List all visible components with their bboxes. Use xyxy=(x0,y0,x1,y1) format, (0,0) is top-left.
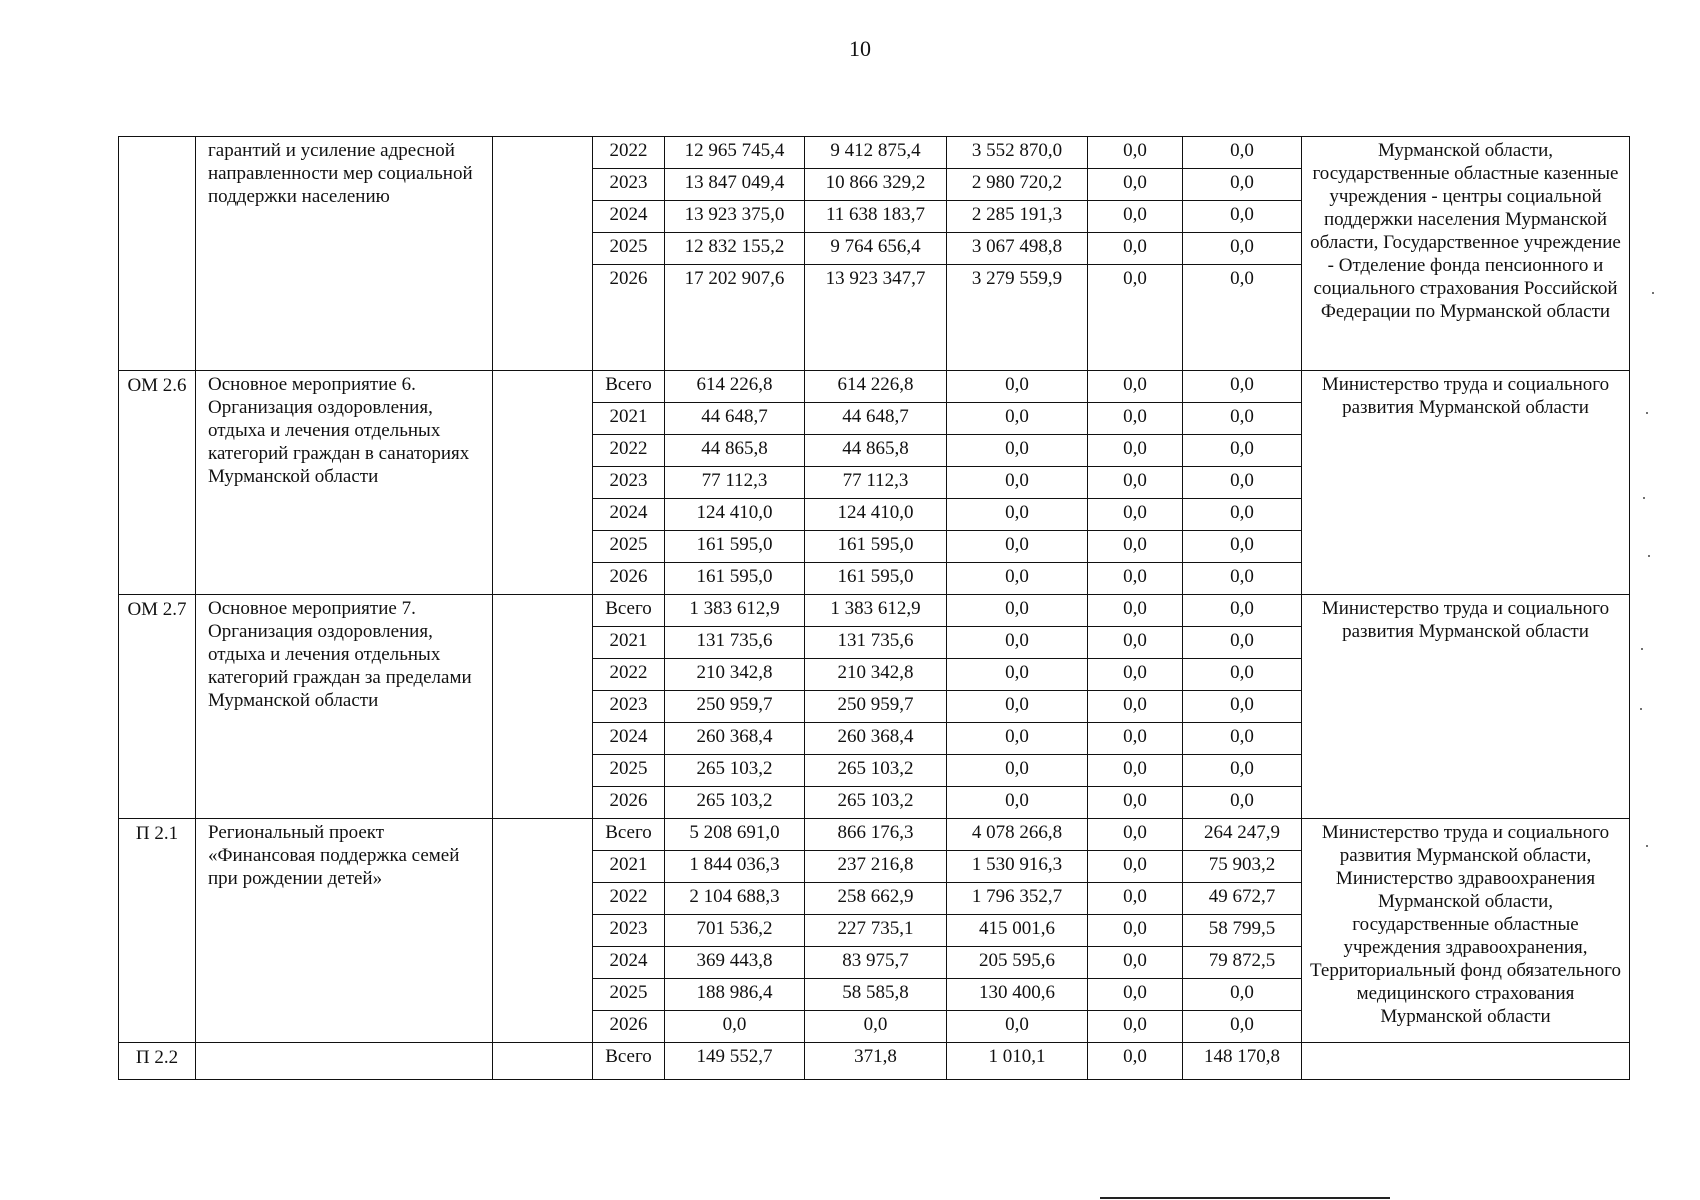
year-cell: 2022 xyxy=(593,435,665,467)
value-cell-local-budget: 0,0 xyxy=(1088,169,1183,201)
year-cell: 2023 xyxy=(593,169,665,201)
year-cell: 2026 xyxy=(593,787,665,819)
scan-speck xyxy=(1652,292,1654,294)
value-cell-extrabudget: 0,0 xyxy=(1183,563,1302,595)
value-cell-federal-budget: 161 595,0 xyxy=(805,563,947,595)
value-cell-local-budget: 0,0 xyxy=(1088,563,1183,595)
year-cell: 2025 xyxy=(593,755,665,787)
table-row xyxy=(119,819,1630,851)
value-cell-total: 124 410,0 xyxy=(665,499,805,531)
row-responsible: Министерство труда и социального развития Мурманской области xyxy=(1302,371,1630,595)
year-cell: 2022 xyxy=(593,137,665,169)
value-cell-extrabudget: 0,0 xyxy=(1183,627,1302,659)
row-executor xyxy=(493,819,593,1043)
value-cell-local-budget: 0,0 xyxy=(1088,265,1183,371)
value-cell-local-budget: 0,0 xyxy=(1088,787,1183,819)
value-cell-total: 614 226,8 xyxy=(665,371,805,403)
value-cell-regional-budget: 4 078 266,8 xyxy=(947,819,1088,851)
value-cell-total: 12 832 155,2 xyxy=(665,233,805,265)
value-cell-total: 210 342,8 xyxy=(665,659,805,691)
year-cell: 2023 xyxy=(593,691,665,723)
value-cell-federal-budget: 44 865,8 xyxy=(805,435,947,467)
value-cell-federal-budget: 77 112,3 xyxy=(805,467,947,499)
value-cell-total: 5 208 691,0 xyxy=(665,819,805,851)
row-name: Региональный проект «Финансовая поддержка семей при рождении детей» xyxy=(196,819,493,1043)
scan-speck xyxy=(1646,845,1648,847)
value-cell-total: 250 959,7 xyxy=(665,691,805,723)
value-cell-total: 161 595,0 xyxy=(665,531,805,563)
row-responsible: Министерство труда и социального развития Мурманской области, Министерство здравоохранения Мурманской области, государственные областные учреждения здравоохранения, Территориальный фонд обязательного медицинского страхования Мурманской области xyxy=(1302,819,1630,1043)
year-cell: 2025 xyxy=(593,979,665,1011)
value-cell-federal-budget: 10 866 329,2 xyxy=(805,169,947,201)
value-cell-regional-budget: 0,0 xyxy=(947,787,1088,819)
table-body xyxy=(119,137,1630,1080)
value-cell-federal-budget: 258 662,9 xyxy=(805,883,947,915)
row-executor xyxy=(493,371,593,595)
value-cell-regional-budget: 0,0 xyxy=(947,659,1088,691)
row-name: Основное мероприятие 7. Организация оздоровления, отдыха и лечения отдельных категорий граждан за пределами Мурманской области xyxy=(196,595,493,819)
value-cell-extrabudget: 0,0 xyxy=(1183,169,1302,201)
value-cell-federal-budget: 9 764 656,4 xyxy=(805,233,947,265)
value-cell-federal-budget: 237 216,8 xyxy=(805,851,947,883)
value-cell-local-budget: 0,0 xyxy=(1088,1011,1183,1043)
year-cell: Всего xyxy=(593,371,665,403)
year-cell: 2025 xyxy=(593,233,665,265)
value-cell-regional-budget: 1 010,1 xyxy=(947,1043,1088,1080)
row-responsible: Мурманской области, государственные областные казенные учреждения - центры социальной поддержки населения Мурманской области, Государственное учреждение - Отделение фонда пенсионного и социального страхования Российской Федерации по Мурманской области xyxy=(1302,137,1630,371)
year-cell: 2026 xyxy=(593,563,665,595)
value-cell-regional-budget: 0,0 xyxy=(947,499,1088,531)
value-cell-local-budget: 0,0 xyxy=(1088,691,1183,723)
value-cell-total: 2 104 688,3 xyxy=(665,883,805,915)
value-cell-extrabudget: 0,0 xyxy=(1183,467,1302,499)
scan-speck xyxy=(1648,555,1650,557)
value-cell-federal-budget: 227 735,1 xyxy=(805,915,947,947)
value-cell-total: 13 847 049,4 xyxy=(665,169,805,201)
value-cell-federal-budget: 371,8 xyxy=(805,1043,947,1080)
value-cell-regional-budget: 0,0 xyxy=(947,1011,1088,1043)
value-cell-total: 161 595,0 xyxy=(665,563,805,595)
row-code: П 2.1 xyxy=(119,819,196,1043)
value-cell-regional-budget: 130 400,6 xyxy=(947,979,1088,1011)
year-cell: 2024 xyxy=(593,201,665,233)
value-cell-federal-budget: 44 648,7 xyxy=(805,403,947,435)
value-cell-regional-budget: 1 796 352,7 xyxy=(947,883,1088,915)
value-cell-regional-budget: 0,0 xyxy=(947,691,1088,723)
row-name: гарантий и усиление адресной направленности мер социальной поддержки населению xyxy=(196,137,493,371)
value-cell-extrabudget: 0,0 xyxy=(1183,137,1302,169)
value-cell-local-budget: 0,0 xyxy=(1088,883,1183,915)
row-code: ОМ 2.6 xyxy=(119,371,196,595)
year-cell: 2026 xyxy=(593,265,665,371)
year-cell: 2022 xyxy=(593,659,665,691)
year-cell: 2024 xyxy=(593,499,665,531)
value-cell-regional-budget: 2 285 191,3 xyxy=(947,201,1088,233)
value-cell-local-budget: 0,0 xyxy=(1088,595,1183,627)
year-cell: 2021 xyxy=(593,403,665,435)
value-cell-extrabudget: 0,0 xyxy=(1183,723,1302,755)
value-cell-federal-budget: 250 959,7 xyxy=(805,691,947,723)
value-cell-federal-budget: 9 412 875,4 xyxy=(805,137,947,169)
value-cell-federal-budget: 0,0 xyxy=(805,1011,947,1043)
value-cell-extrabudget: 0,0 xyxy=(1183,403,1302,435)
year-cell: 2026 xyxy=(593,1011,665,1043)
value-cell-local-budget: 0,0 xyxy=(1088,233,1183,265)
year-cell: Всего xyxy=(593,595,665,627)
value-cell-total: 265 103,2 xyxy=(665,787,805,819)
value-cell-local-budget: 0,0 xyxy=(1088,851,1183,883)
row-code: П 2.2 xyxy=(119,1043,196,1080)
value-cell-extrabudget: 79 872,5 xyxy=(1183,947,1302,979)
value-cell-total: 44 648,7 xyxy=(665,403,805,435)
value-cell-local-budget: 0,0 xyxy=(1088,915,1183,947)
scan-speck xyxy=(1643,497,1645,499)
table-row xyxy=(119,371,1630,403)
row-responsible xyxy=(1302,1043,1630,1080)
row-responsible: Министерство труда и социального развития Мурманской области xyxy=(1302,595,1630,819)
value-cell-federal-budget: 614 226,8 xyxy=(805,371,947,403)
value-cell-local-budget: 0,0 xyxy=(1088,947,1183,979)
value-cell-regional-budget: 0,0 xyxy=(947,531,1088,563)
value-cell-federal-budget: 210 342,8 xyxy=(805,659,947,691)
row-executor xyxy=(493,1043,593,1080)
value-cell-regional-budget: 2 980 720,2 xyxy=(947,169,1088,201)
value-cell-local-budget: 0,0 xyxy=(1088,467,1183,499)
value-cell-local-budget: 0,0 xyxy=(1088,627,1183,659)
footer-line xyxy=(1100,1197,1390,1199)
value-cell-total: 260 368,4 xyxy=(665,723,805,755)
value-cell-total: 701 536,2 xyxy=(665,915,805,947)
value-cell-total: 12 965 745,4 xyxy=(665,137,805,169)
value-cell-federal-budget: 13 923 347,7 xyxy=(805,265,947,371)
value-cell-total: 1 383 612,9 xyxy=(665,595,805,627)
year-cell: 2022 xyxy=(593,883,665,915)
value-cell-federal-budget: 260 368,4 xyxy=(805,723,947,755)
value-cell-total: 1 844 036,3 xyxy=(665,851,805,883)
year-cell: Всего xyxy=(593,1043,665,1080)
value-cell-extrabudget: 0,0 xyxy=(1183,755,1302,787)
value-cell-local-budget: 0,0 xyxy=(1088,403,1183,435)
year-cell: 2021 xyxy=(593,851,665,883)
value-cell-local-budget: 0,0 xyxy=(1088,499,1183,531)
value-cell-federal-budget: 265 103,2 xyxy=(805,755,947,787)
row-name: Основное мероприятие 6. Организация оздоровления, отдыха и лечения отдельных категорий граждан в санаториях Мурманской области xyxy=(196,371,493,595)
value-cell-federal-budget: 124 410,0 xyxy=(805,499,947,531)
value-cell-local-budget: 0,0 xyxy=(1088,371,1183,403)
year-cell: Всего xyxy=(593,819,665,851)
value-cell-local-budget: 0,0 xyxy=(1088,1043,1183,1080)
value-cell-local-budget: 0,0 xyxy=(1088,659,1183,691)
year-cell: 2023 xyxy=(593,915,665,947)
value-cell-federal-budget: 161 595,0 xyxy=(805,531,947,563)
value-cell-extrabudget: 49 672,7 xyxy=(1183,883,1302,915)
value-cell-local-budget: 0,0 xyxy=(1088,201,1183,233)
table-row xyxy=(119,1043,1630,1080)
value-cell-local-budget: 0,0 xyxy=(1088,979,1183,1011)
value-cell-extrabudget: 148 170,8 xyxy=(1183,1043,1302,1080)
value-cell-federal-budget: 11 638 183,7 xyxy=(805,201,947,233)
row-code xyxy=(119,137,196,371)
row-name xyxy=(196,1043,493,1080)
value-cell-extrabudget: 0,0 xyxy=(1183,979,1302,1011)
value-cell-extrabudget: 0,0 xyxy=(1183,371,1302,403)
value-cell-regional-budget: 415 001,6 xyxy=(947,915,1088,947)
value-cell-federal-budget: 83 975,7 xyxy=(805,947,947,979)
value-cell-regional-budget: 3 067 498,8 xyxy=(947,233,1088,265)
value-cell-regional-budget: 0,0 xyxy=(947,627,1088,659)
table-row xyxy=(119,595,1630,627)
table-row xyxy=(119,137,1630,169)
value-cell-federal-budget: 265 103,2 xyxy=(805,787,947,819)
year-cell: 2021 xyxy=(593,627,665,659)
value-cell-total: 17 202 907,6 xyxy=(665,265,805,371)
value-cell-extrabudget: 0,0 xyxy=(1183,691,1302,723)
value-cell-regional-budget: 0,0 xyxy=(947,563,1088,595)
row-executor xyxy=(493,595,593,819)
value-cell-local-budget: 0,0 xyxy=(1088,819,1183,851)
scan-speck xyxy=(1646,412,1648,414)
value-cell-federal-budget: 866 176,3 xyxy=(805,819,947,851)
value-cell-regional-budget: 0,0 xyxy=(947,435,1088,467)
value-cell-total: 77 112,3 xyxy=(665,467,805,499)
year-cell: 2023 xyxy=(593,467,665,499)
value-cell-local-budget: 0,0 xyxy=(1088,531,1183,563)
funding-table xyxy=(118,136,1630,1080)
value-cell-regional-budget: 205 595,6 xyxy=(947,947,1088,979)
value-cell-regional-budget: 1 530 916,3 xyxy=(947,851,1088,883)
value-cell-regional-budget: 3 279 559,9 xyxy=(947,265,1088,371)
value-cell-extrabudget: 0,0 xyxy=(1183,201,1302,233)
value-cell-extrabudget: 0,0 xyxy=(1183,595,1302,627)
value-cell-total: 265 103,2 xyxy=(665,755,805,787)
value-cell-extrabudget: 0,0 xyxy=(1183,265,1302,371)
value-cell-local-budget: 0,0 xyxy=(1088,723,1183,755)
row-code: ОМ 2.7 xyxy=(119,595,196,819)
value-cell-local-budget: 0,0 xyxy=(1088,137,1183,169)
value-cell-regional-budget: 0,0 xyxy=(947,723,1088,755)
value-cell-regional-budget: 0,0 xyxy=(947,371,1088,403)
value-cell-total: 44 865,8 xyxy=(665,435,805,467)
row-executor xyxy=(493,137,593,371)
value-cell-local-budget: 0,0 xyxy=(1088,755,1183,787)
value-cell-regional-budget: 0,0 xyxy=(947,467,1088,499)
value-cell-total: 369 443,8 xyxy=(665,947,805,979)
value-cell-extrabudget: 75 903,2 xyxy=(1183,851,1302,883)
value-cell-total: 0,0 xyxy=(665,1011,805,1043)
year-cell: 2024 xyxy=(593,947,665,979)
value-cell-federal-budget: 1 383 612,9 xyxy=(805,595,947,627)
value-cell-regional-budget: 3 552 870,0 xyxy=(947,137,1088,169)
page-number: 10 xyxy=(849,36,871,61)
value-cell-local-budget: 0,0 xyxy=(1088,435,1183,467)
value-cell-total: 188 986,4 xyxy=(665,979,805,1011)
value-cell-extrabudget: 58 799,5 xyxy=(1183,915,1302,947)
value-cell-federal-budget: 131 735,6 xyxy=(805,627,947,659)
value-cell-extrabudget: 0,0 xyxy=(1183,787,1302,819)
value-cell-extrabudget: 0,0 xyxy=(1183,659,1302,691)
value-cell-federal-budget: 58 585,8 xyxy=(805,979,947,1011)
value-cell-total: 131 735,6 xyxy=(665,627,805,659)
value-cell-extrabudget: 264 247,9 xyxy=(1183,819,1302,851)
value-cell-total: 13 923 375,0 xyxy=(665,201,805,233)
value-cell-extrabudget: 0,0 xyxy=(1183,1011,1302,1043)
scan-speck xyxy=(1640,708,1642,710)
value-cell-regional-budget: 0,0 xyxy=(947,755,1088,787)
year-cell: 2025 xyxy=(593,531,665,563)
value-cell-extrabudget: 0,0 xyxy=(1183,233,1302,265)
scan-speck xyxy=(1641,648,1643,650)
value-cell-extrabudget: 0,0 xyxy=(1183,499,1302,531)
year-cell: 2024 xyxy=(593,723,665,755)
value-cell-total: 149 552,7 xyxy=(665,1043,805,1080)
value-cell-extrabudget: 0,0 xyxy=(1183,435,1302,467)
value-cell-extrabudget: 0,0 xyxy=(1183,531,1302,563)
value-cell-regional-budget: 0,0 xyxy=(947,595,1088,627)
value-cell-regional-budget: 0,0 xyxy=(947,403,1088,435)
